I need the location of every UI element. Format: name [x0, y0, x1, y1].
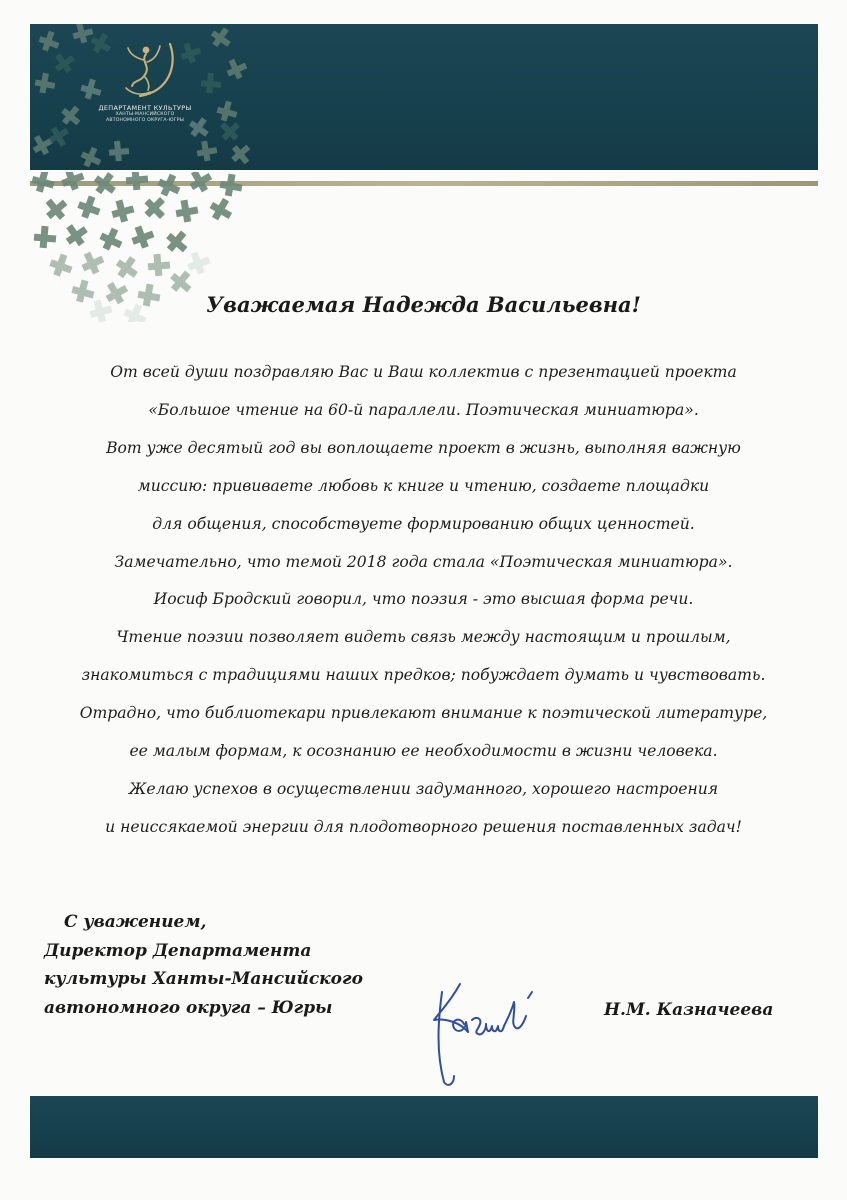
body-line: и неиссякаемой энергии для плодотворного решения поставленных задач! — [105, 817, 742, 836]
body-line: Желаю успехов в осуществлении задуманного, хорошего настроения — [128, 779, 719, 798]
body-line: «Большое чтение на 60-й параллели. Поэтическая миниатюра». — [148, 400, 699, 419]
logo-title: ДЕПАРТАМЕНТ КУЛЬТУРЫ — [98, 104, 192, 112]
signature-title-line: Директор Департамента — [44, 940, 312, 961]
letter-body — [0, 354, 847, 847]
body-line: для общения, способствуете формированию общих ценностей. — [152, 514, 695, 533]
body-line: миссию: прививаете любовь к книге и чтению, создаете площадки — [137, 476, 710, 495]
body-line: Иосиф Бродский говорил, что поэзия - это высшая форма речи. — [153, 590, 694, 609]
body-line: ее малым формам, к осознанию ее необходимости в жизни человека. — [129, 742, 718, 761]
footer-band — [30, 1096, 818, 1158]
signature-title-line: культуры Ханты-Мансийского — [44, 969, 363, 989]
signature-closing: С уважением, — [64, 912, 207, 932]
body-line: Чтение поэзии позволяет видеть связь между настоящим и прошлым, — [116, 628, 731, 647]
signature-block — [44, 908, 363, 1022]
body-line: Отрадно, что библиотекари привлекают внимание к поэтической литературе, — [79, 704, 768, 723]
logo-subtitle-2: АВТОНОМНОГО ОКРУГА-ЮГРЫ — [106, 118, 184, 123]
letter-greeting: Уважаемая Надежда Васильевна! — [206, 292, 641, 317]
signer-name: Н.М. Казначеева — [604, 1000, 774, 1020]
handwritten-signature — [420, 962, 540, 1092]
body-line: Вот уже десятый год вы воплощаете проект в жизнь, выполняя важную — [106, 438, 741, 457]
logo-subtitle-1: ХАНТЫ-МАНСИЙСКОГО — [115, 112, 175, 117]
body-line: От всей души поздравляю Вас и Ваш коллектив с презентацией проекта — [110, 363, 737, 381]
dancer-emblem-icon — [110, 36, 180, 102]
body-line: Замечательно, что темой 2018 года стала «Поэтическая миниатюра». — [114, 552, 733, 571]
body-line: знакомиться с традициями наших предков; побуждает думать и чувствовать. — [81, 666, 766, 685]
department-logo — [80, 36, 210, 156]
signature-title-line: автономного округа – Югры — [44, 997, 333, 1018]
